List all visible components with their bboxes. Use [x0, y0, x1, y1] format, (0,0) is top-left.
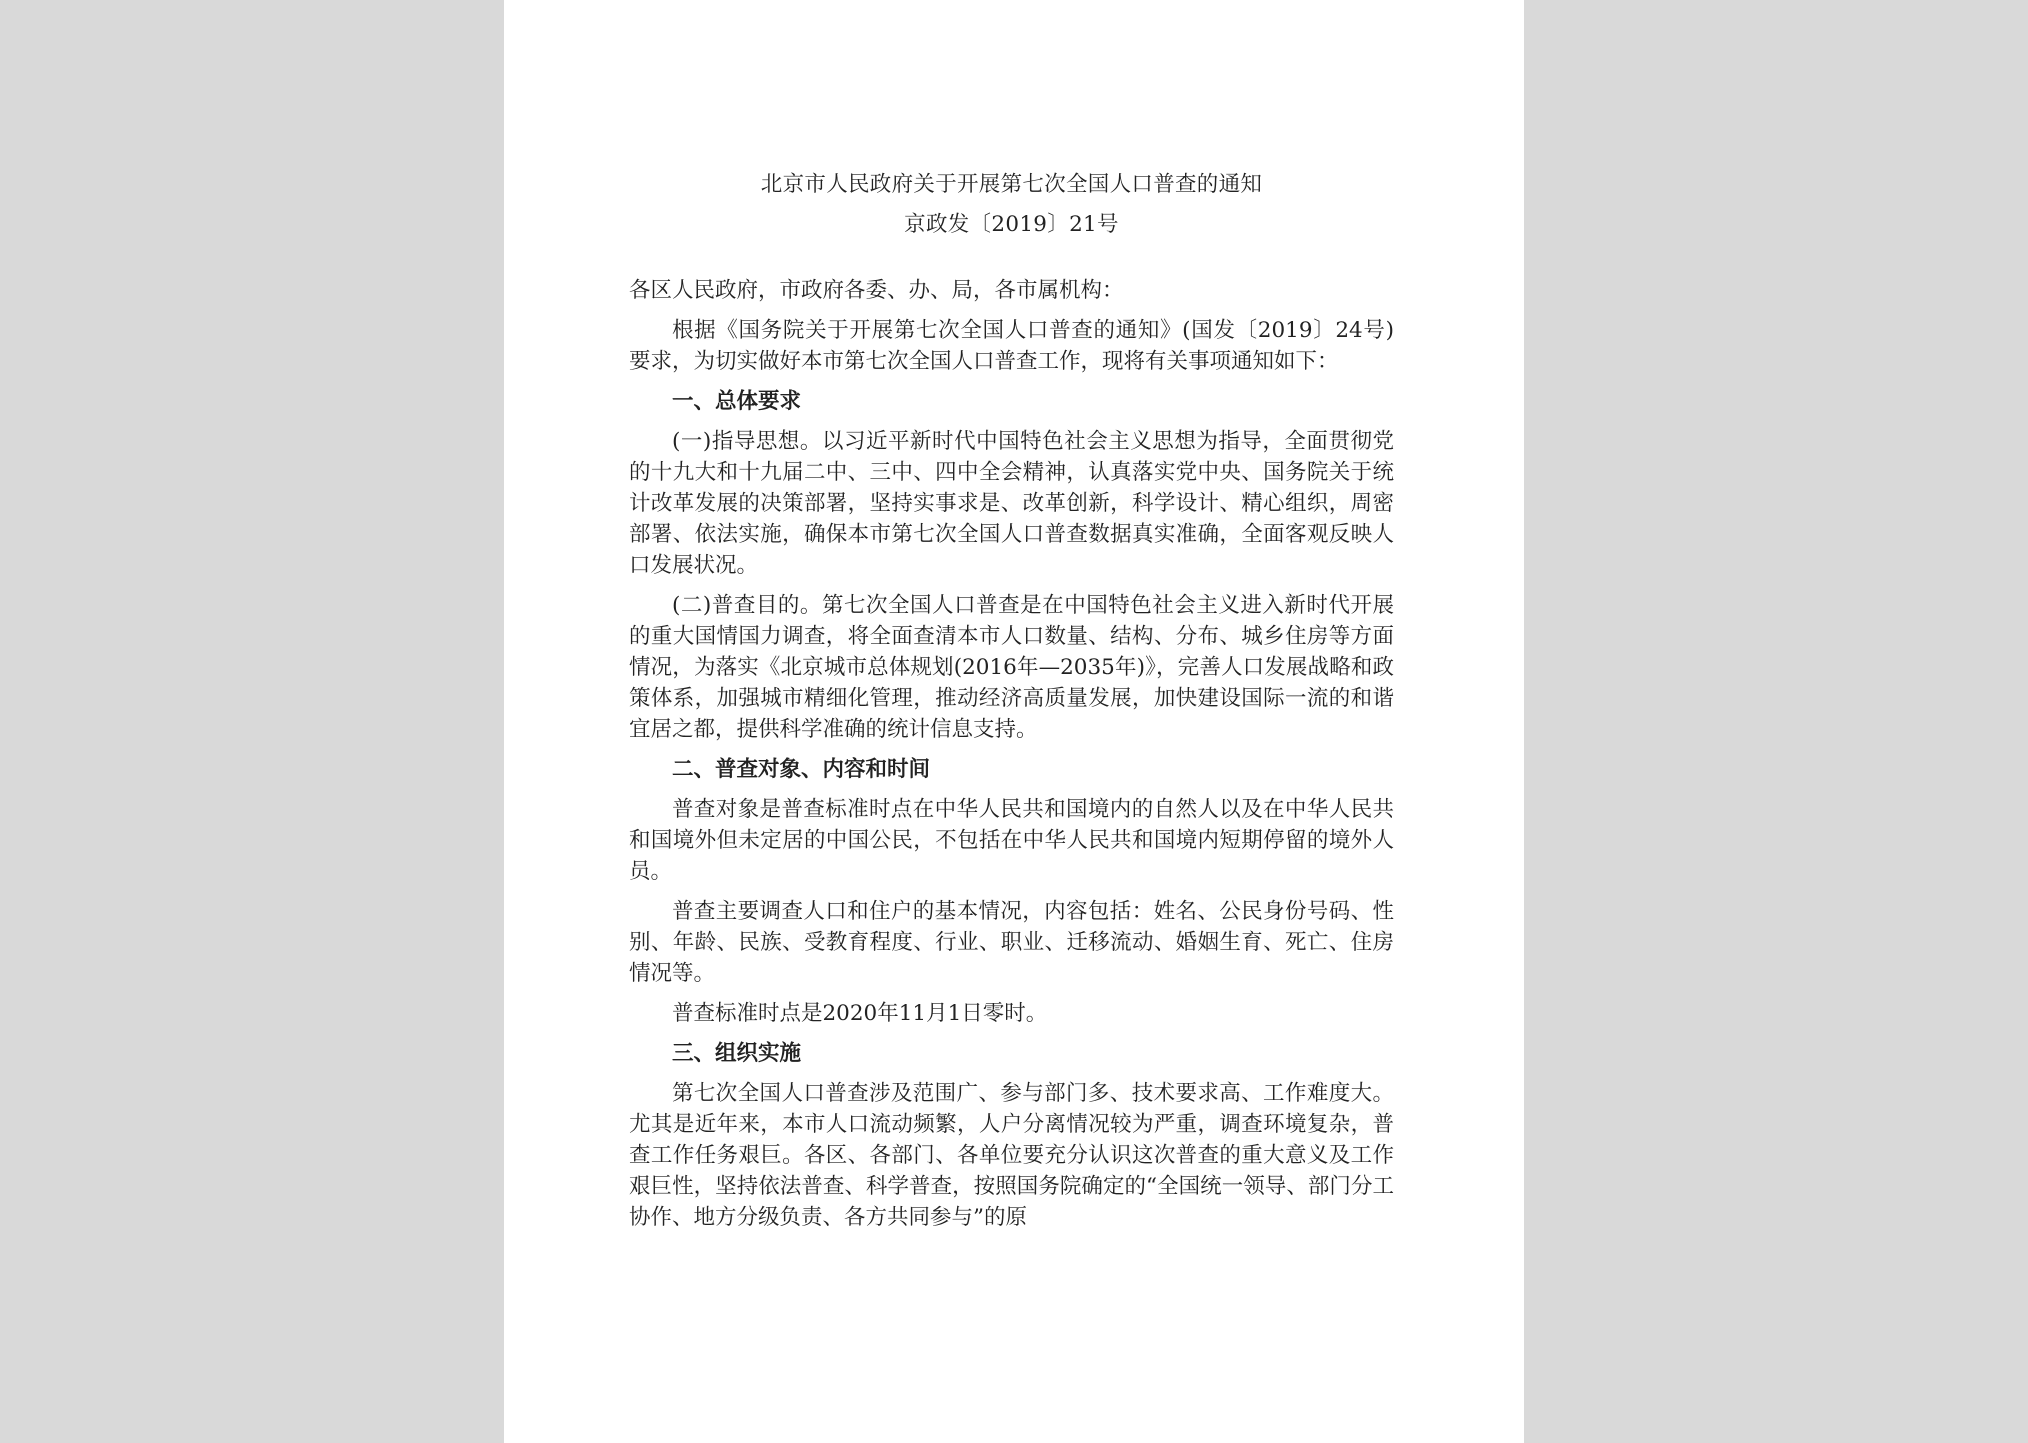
section-1-paragraph-1: (一)指导思想。以习近平新时代中国特色社会主义思想为指导，全面贯彻党的十九大和十九届二中、三中、四中全会精神，认真落实党中央、国务院关于统计改革发展的决策部署，坚持实事求是、改革创新，科学设计、精心组织，周密部署、依法实施，确保本市第七次全国人口普查数据真实准确，全面客观反映人口发展状况。: [629, 429, 1394, 578]
section-2-paragraph-3: 普查标准时点是2020年11月1日零时。: [672, 1001, 1048, 1026]
section-2-heading: 二、普查对象、内容和时间: [672, 757, 931, 782]
section-2-paragraph-1: 普查对象是普查标准时点在中华人民共和国境内的自然人以及在中华人民共和国境外但未定居的中国公民，不包括在中华人民共和国境内短期停留的境外人员。: [629, 797, 1394, 884]
section-1-paragraph-2: (二)普查目的。第七次全国人口普查是在中国特色社会主义进入新时代开展的重大国情国力调查，将全面查清本市人口数量、结构、分布、城乡住房等方面情况，为落实《北京城市总体规划(2016年—2035年)》，完善人口发展战略和政策体系，加强城市精细化管理，推动经济高质量发展，加快建设国际一流的和谐宜居之都，提供科学准确的统计信息支持。: [629, 593, 1394, 742]
document-page: [504, 0, 1524, 1443]
document-title: 北京市人民政府关于开展第七次全国人口普查的通知: [760, 172, 1263, 197]
intro-paragraph: 根据《国务院关于开展第七次全国人口普查的通知》(国发〔2019〕24号)要求，为切实做好本市第七次全国人口普查工作，现将有关事项通知如下：: [629, 318, 1394, 374]
document-number: 京政发〔2019〕21号: [904, 212, 1119, 237]
salutation: 各区人民政府，市政府各委、办、局，各市属机构：: [629, 278, 1124, 303]
section-2-paragraph-2: 普查主要调查人口和住户的基本情况，内容包括：姓名、公民身份号码、性别、年龄、民族、受教育程度、行业、职业、迁移流动、婚姻生育、死亡、住房情况等。: [629, 899, 1394, 986]
section-3-heading: 三、组织实施: [672, 1041, 802, 1066]
section-3-paragraph-1: 第七次全国人口普查涉及范围广、参与部门多、技术要求高、工作难度大。尤其是近年来，本市人口流动频繁，人户分离情况较为严重，调查环境复杂，普查工作任务艰巨。各区、各部门、各单位要充分认识这次普查的重大意义及工作艰巨性，坚持依法普查、科学普查，按照国务院确定的“全国统一领导、部门分工协作、地方分级负责、各方共同参与”的原: [629, 1081, 1394, 1230]
section-1-heading: 一、总体要求: [672, 389, 802, 414]
